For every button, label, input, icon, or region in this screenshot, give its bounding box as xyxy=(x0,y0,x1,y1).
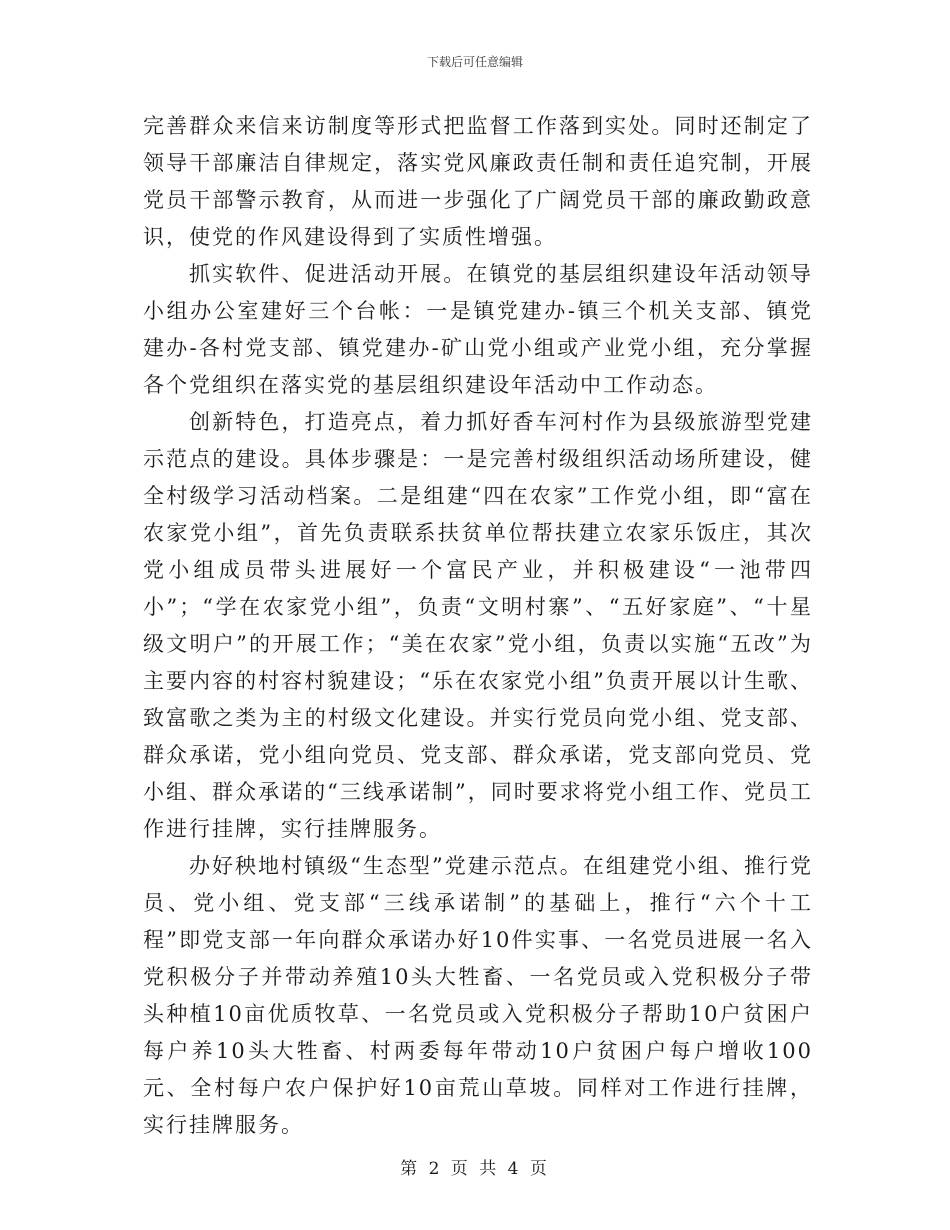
paragraph-2: 抓实软件、促进活动开展。在镇党的基层组织建设年活动领导小组办公室建好三个台帐：一是镇党建办-镇三个机关支部、镇党建办-各村党支部、镇党建办-矿山党小组或产业党小组，充分掌握各个党组织在落实党的基层组织建设年活动中工作动态。 xyxy=(143,262,813,397)
page-header-note: 下载后可任意编辑 xyxy=(426,55,523,69)
paragraph-3: 创新特色，打造亮点，着力抓好香车河村作为县级旅游型党建示范点的建设。具体步骤是：一是完善村级组织活动场所建设，健全村级学习活动档案。二是组建“四在农家”工作党小组，即“富在农家党小组”，首先负责联系扶贫单位帮扶建立农家乐饭庄，其次党小组成员带头进展好一个富民产业，并积极建设“一池带四小”；“学在农家党小组”，负责“文明村寨”、“五好家庭”、“十星级文明户”的开展工作；“美在农家”党小组，负责以实施“五改”为主要内容的村容村貌建设；“乐在农家党小组”负责开展以计生歌、致富歌之类为主的村级文化建设。并实行党员向党小组、党支部、群众承诺，党小组向党员、党支部、群众承诺，党支部向党员、党小组、群众承诺的“三线承诺制”，同时要求将党小组工作、党员工作进行挂牌，实行挂牌服务。 xyxy=(143,410,813,841)
paragraph-4: 办好秧地村镇级“生态型”党建示范点。在组建党小组、推行党员、党小组、党支部“三线承诺制”的基础上，推行“六个十工程”即党支部一年向群众承诺办好10件实事、一名党员进展一名入党积极分子并带动养殖10头大牲畜、一名党员或入党积极分子带头种植10亩优质牧草、一名党员或入党积极分子帮助10户贫困户每户养10头大牲畜、村两委每年带动10户贫困户每户增收100元、全村每户农户保护好10亩荒山草坡。同样对工作进行挂牌，实行挂牌服务。 xyxy=(143,854,813,1137)
paragraph-1: 完善群众来信来访制度等形式把监督工作落到实处。同时还制定了领导干部廉洁自律规定，落实党风廉政责任制和责任追究制，开展党员干部警示教育，从而进一步强化了广阔党员干部的廉政勤政意识，使党的作风建设得到了实质性增强。 xyxy=(143,114,813,249)
page-number-footer: 第 2 页 共 4 页 xyxy=(400,1159,550,1179)
document-body xyxy=(143,108,813,1144)
